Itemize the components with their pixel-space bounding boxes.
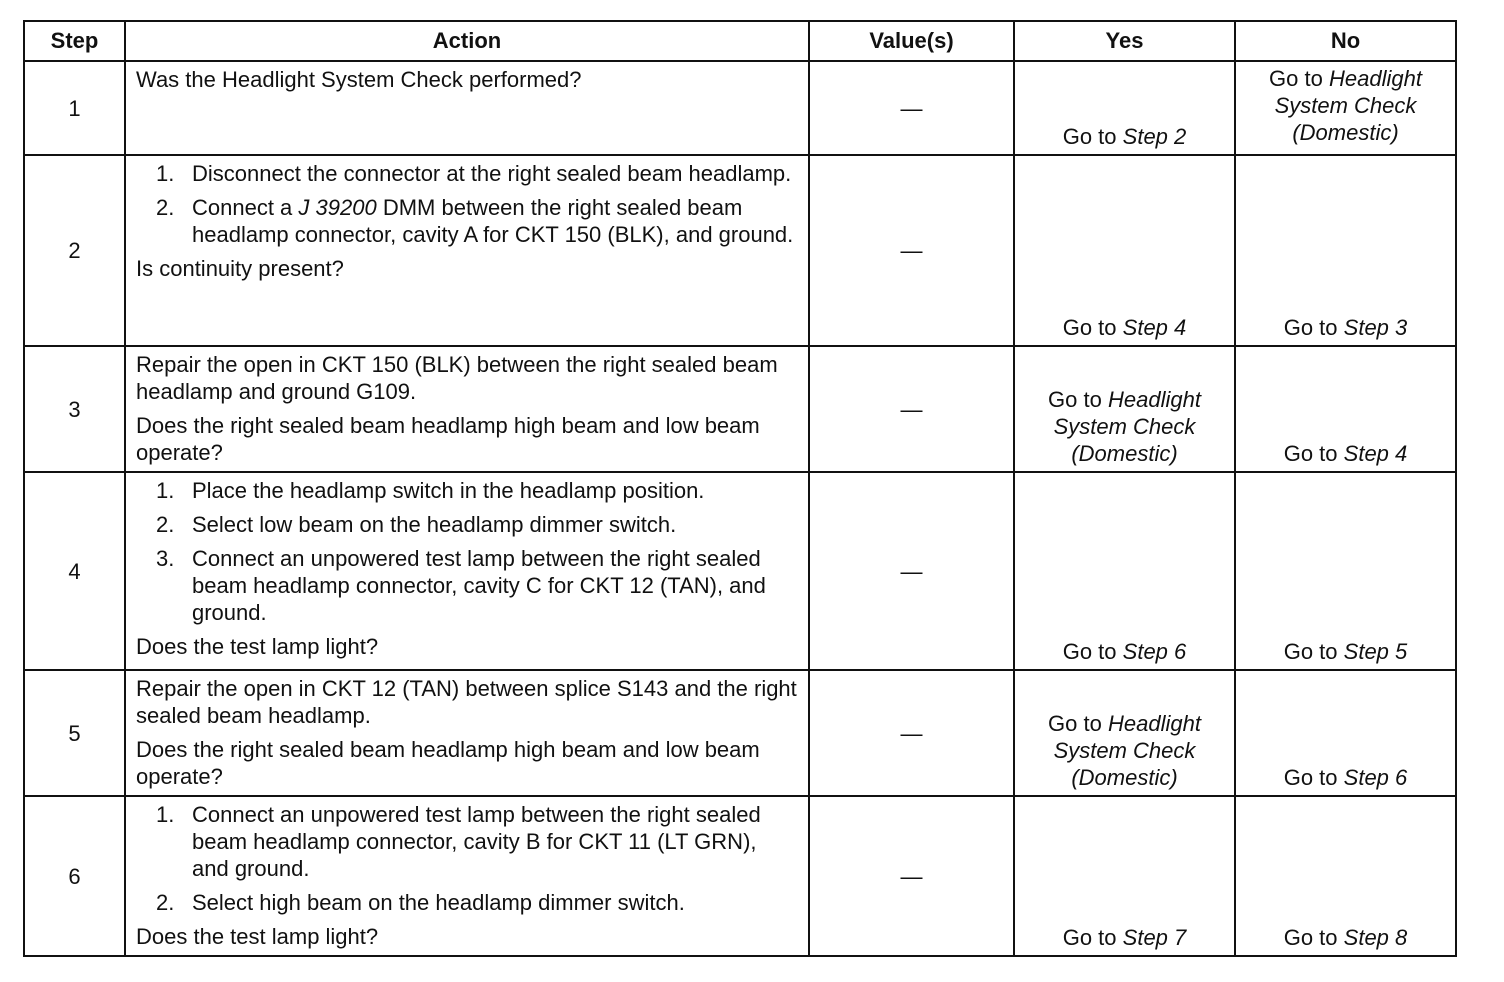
action-question: Was the Headlight System Check performed? bbox=[136, 67, 582, 92]
table-row bbox=[24, 61, 1456, 155]
list-item-number: 2. bbox=[156, 890, 175, 915]
list-item-text: Connect an unpowered test lamp between the right sealed beam headlamp connector, cavity B for CKT 11 (LT GRN), and ground. bbox=[192, 802, 761, 881]
yes-link[interactable]: Step 4 bbox=[1122, 315, 1187, 340]
no-prefix: Go to bbox=[1283, 765, 1338, 790]
no-prefix: Go to bbox=[1283, 639, 1338, 664]
list-item-text-post: DMM between the right sealed beam headlamp connector, cavity A for CKT 150 (BLK), and ground. bbox=[192, 195, 794, 247]
no-link[interactable]: Headlight bbox=[1328, 66, 1422, 91]
yes-link[interactable]: Headlight bbox=[1107, 387, 1201, 412]
list-item-text: Place the headlamp switch in the headlamp position. bbox=[192, 478, 705, 503]
list-item-number: 1. bbox=[156, 478, 175, 503]
list-item bbox=[156, 511, 798, 538]
value-cell: — bbox=[809, 155, 1014, 346]
list-item-text: Select high beam on the headlamp dimmer switch. bbox=[192, 890, 685, 915]
yes-link[interactable]: Step 2 bbox=[1122, 124, 1187, 149]
no-prefix: Go to bbox=[1283, 441, 1338, 466]
value-cell: — bbox=[809, 472, 1014, 670]
action-question: Does the test lamp light? bbox=[136, 924, 379, 949]
action-text: Repair the open in CKT 150 (BLK) between the right sealed beam headlamp and ground G109. bbox=[136, 352, 778, 404]
action-question: Does the test lamp light? bbox=[136, 634, 379, 659]
yes-link-line2[interactable]: System Check bbox=[1053, 414, 1196, 439]
action-question: Does the right sealed beam headlamp high beam and low beam operate? bbox=[136, 413, 760, 465]
list-item bbox=[156, 889, 798, 916]
list-item-number: 1. bbox=[156, 161, 175, 186]
header-values: Value(s) bbox=[809, 21, 1014, 61]
list-item-text-pre: Connect a bbox=[192, 195, 299, 220]
no-prefix: Go to bbox=[1283, 315, 1338, 340]
diagnostic-table bbox=[23, 20, 1457, 957]
no-link[interactable]: Step 5 bbox=[1343, 639, 1408, 664]
table-row bbox=[24, 670, 1456, 796]
yes-link-line3[interactable]: (Domestic) bbox=[1071, 441, 1178, 466]
action-question: Is continuity present? bbox=[136, 256, 344, 281]
yes-link[interactable]: Step 6 bbox=[1122, 639, 1187, 664]
action-cell bbox=[125, 472, 809, 670]
value-cell: — bbox=[809, 796, 1014, 956]
list-item-number: 2. bbox=[156, 512, 175, 537]
yes-prefix: Go to bbox=[1062, 315, 1117, 340]
list-item-text bbox=[192, 194, 798, 248]
yes-cell bbox=[1014, 61, 1235, 155]
no-link[interactable]: Step 3 bbox=[1343, 315, 1408, 340]
yes-cell bbox=[1014, 670, 1235, 796]
yes-cell bbox=[1014, 346, 1235, 472]
no-cell bbox=[1235, 670, 1456, 796]
header-step: Step bbox=[24, 21, 125, 61]
header-row bbox=[24, 21, 1456, 61]
yes-cell bbox=[1014, 155, 1235, 346]
step-number: 4 bbox=[24, 472, 125, 670]
tool-number: J 39200 bbox=[298, 195, 377, 220]
yes-link-line3[interactable]: (Domestic) bbox=[1071, 765, 1178, 790]
list-item-number: 1. bbox=[156, 802, 175, 827]
action-cell bbox=[125, 155, 809, 346]
value-cell: — bbox=[809, 346, 1014, 472]
value-cell: — bbox=[809, 61, 1014, 155]
list-item bbox=[156, 801, 798, 882]
list-item-number: 2. bbox=[156, 195, 175, 220]
list-item bbox=[156, 194, 798, 248]
no-link[interactable]: Step 4 bbox=[1343, 441, 1408, 466]
step-number: 1 bbox=[24, 61, 125, 155]
no-cell bbox=[1235, 61, 1456, 155]
table-row bbox=[24, 346, 1456, 472]
no-cell bbox=[1235, 796, 1456, 956]
step-number: 6 bbox=[24, 796, 125, 956]
yes-cell bbox=[1014, 796, 1235, 956]
header-no: No bbox=[1235, 21, 1456, 61]
no-link-line3[interactable]: (Domestic) bbox=[1292, 120, 1399, 145]
no-link[interactable]: Step 6 bbox=[1343, 765, 1408, 790]
yes-link[interactable]: Step 7 bbox=[1122, 925, 1187, 950]
step-number: 5 bbox=[24, 670, 125, 796]
yes-prefix: Go to bbox=[1048, 387, 1102, 412]
step-number: 2 bbox=[24, 155, 125, 346]
list-item bbox=[156, 545, 798, 626]
table-row bbox=[24, 796, 1456, 956]
no-cell bbox=[1235, 346, 1456, 472]
yes-prefix: Go to bbox=[1048, 711, 1102, 736]
yes-link-line2[interactable]: System Check bbox=[1053, 738, 1196, 763]
list-item bbox=[156, 160, 798, 187]
header-action: Action bbox=[125, 21, 809, 61]
no-prefix: Go to bbox=[1283, 925, 1338, 950]
no-cell bbox=[1235, 155, 1456, 346]
action-cell bbox=[125, 796, 809, 956]
no-link[interactable]: Step 8 bbox=[1343, 925, 1408, 950]
action-cell bbox=[125, 61, 809, 155]
yes-prefix: Go to bbox=[1062, 925, 1117, 950]
list-item-text: Connect an unpowered test lamp between the right sealed beam headlamp connector, cavity C for CKT 12 (TAN), and ground. bbox=[192, 546, 766, 625]
table-row bbox=[24, 155, 1456, 346]
no-cell bbox=[1235, 472, 1456, 670]
header-yes: Yes bbox=[1014, 21, 1235, 61]
table-row bbox=[24, 472, 1456, 670]
yes-prefix: Go to bbox=[1062, 639, 1117, 664]
list-item-text: Select low beam on the headlamp dimmer switch. bbox=[192, 512, 677, 537]
value-cell: — bbox=[809, 670, 1014, 796]
action-text: Repair the open in CKT 12 (TAN) between splice S143 and the right sealed beam headlamp. bbox=[136, 676, 797, 728]
action-question: Does the right sealed beam headlamp high beam and low beam operate? bbox=[136, 737, 760, 789]
no-link-line2[interactable]: System Check bbox=[1274, 93, 1417, 118]
no-prefix: Go to bbox=[1269, 66, 1323, 91]
action-cell bbox=[125, 346, 809, 472]
action-cell bbox=[125, 670, 809, 796]
step-number: 3 bbox=[24, 346, 125, 472]
list-item-number: 3. bbox=[156, 546, 175, 571]
yes-cell bbox=[1014, 472, 1235, 670]
list-item-text: Disconnect the connector at the right sealed beam headlamp. bbox=[192, 161, 792, 186]
yes-link[interactable]: Headlight bbox=[1107, 711, 1201, 736]
list-item bbox=[156, 477, 798, 504]
yes-prefix: Go to bbox=[1062, 124, 1117, 149]
